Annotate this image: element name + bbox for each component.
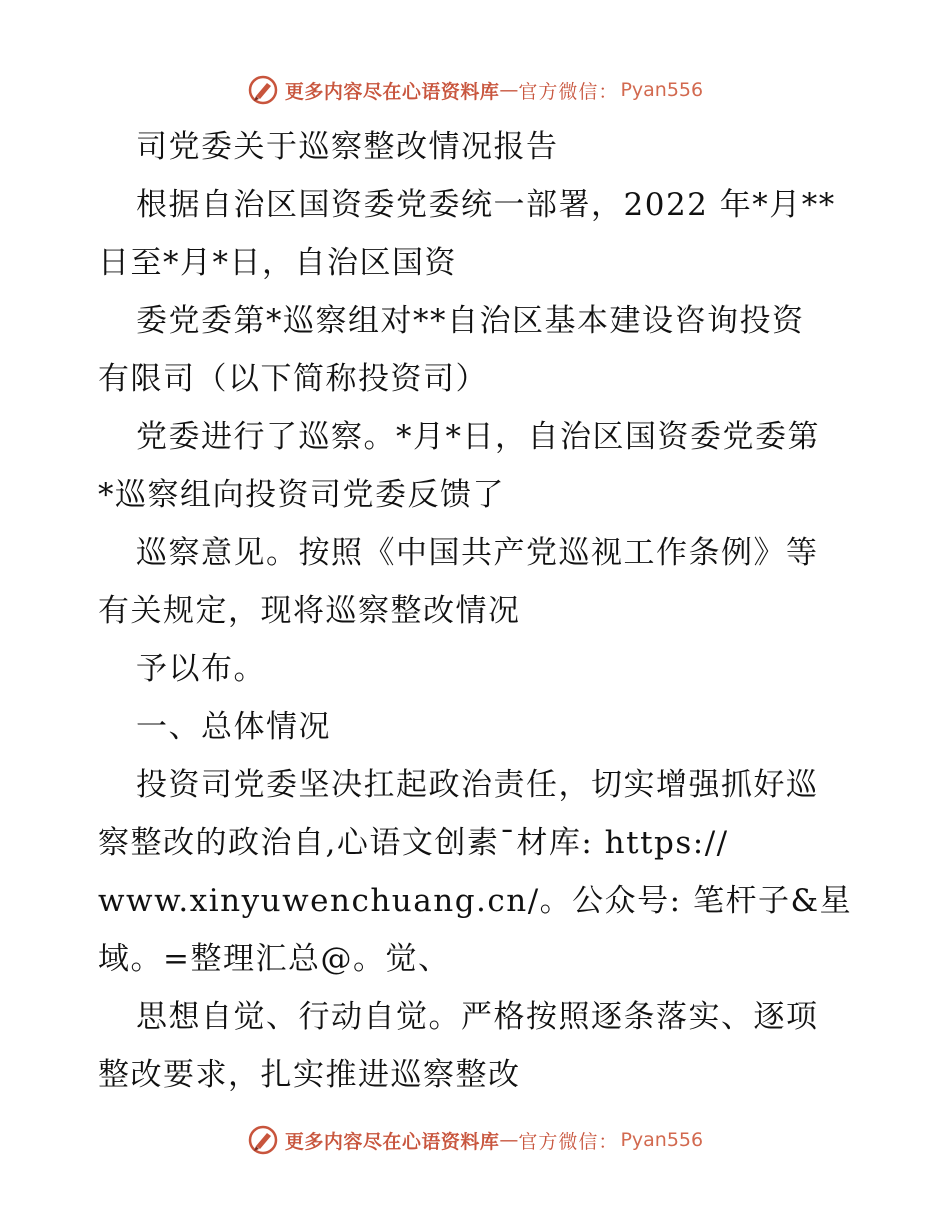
paragraph-line: 巡察意见。按照《中国共产党巡视工作条例》等 — [136, 535, 819, 571]
paragraph-line: 根据自治区国资委党委统一部署，2022 年*月** — [136, 187, 836, 223]
banner-main-text: 更多内容尽在心语资料库 — [284, 1130, 500, 1153]
paragraph-line: 整改要求，扎实推进巡察整改 — [98, 1057, 521, 1093]
banner-sub-text: 官方微信： — [518, 1130, 619, 1153]
paragraph-line: www.xinyuwenchuang.cn/。公众号: 笔杆子&星 — [98, 883, 853, 919]
paragraph-line: 察整改的政治自,心语文创素¯材库: https:// — [98, 825, 729, 861]
pen-logo-icon — [247, 1124, 279, 1156]
banner-wechat-id: Pyan556 — [620, 1129, 704, 1151]
pen-logo-icon — [247, 74, 279, 106]
paragraph-line: 予以布。 — [136, 651, 266, 687]
paragraph-line: 投资司党委坚决扛起政治责任，切实增强抓好巡 — [136, 767, 819, 803]
paragraph-line: 日至*月*日，自治区国资 — [98, 245, 457, 281]
footer-banner — [0, 1120, 950, 1160]
paragraph-line: 委党委第*巡察组对**自治区基本建设咨询投资 — [136, 303, 805, 339]
section-heading: 一、总体情况 — [136, 709, 331, 745]
banner-main-text: 更多内容尽在心语资料库 — [284, 80, 500, 103]
paragraph-line: 有关规定，现将巡察整改情况 — [98, 593, 521, 629]
paragraph-line: 党委进行了巡察。*月*日，自治区国资委党委第 — [136, 419, 820, 455]
banner-sub-text: 官方微信： — [518, 80, 619, 103]
header-banner — [0, 70, 950, 110]
paragraph-line: *巡察组向投资司党委反馈了 — [98, 477, 505, 513]
banner-dash: — — [499, 1129, 519, 1151]
paragraph-line: 域。=整理汇总@。觉、 — [98, 941, 451, 977]
paragraph-line: 思想自觉、行动自觉。严格按照逐条落实、逐项 — [136, 999, 819, 1035]
banner-dash: — — [499, 79, 519, 101]
document-title: 司党委关于巡察整改情况报告 — [136, 129, 559, 165]
paragraph-line: 有限司（以下简称投资司） — [98, 361, 488, 397]
banner-wechat-id: Pyan556 — [620, 79, 704, 101]
document-body — [98, 118, 858, 1104]
